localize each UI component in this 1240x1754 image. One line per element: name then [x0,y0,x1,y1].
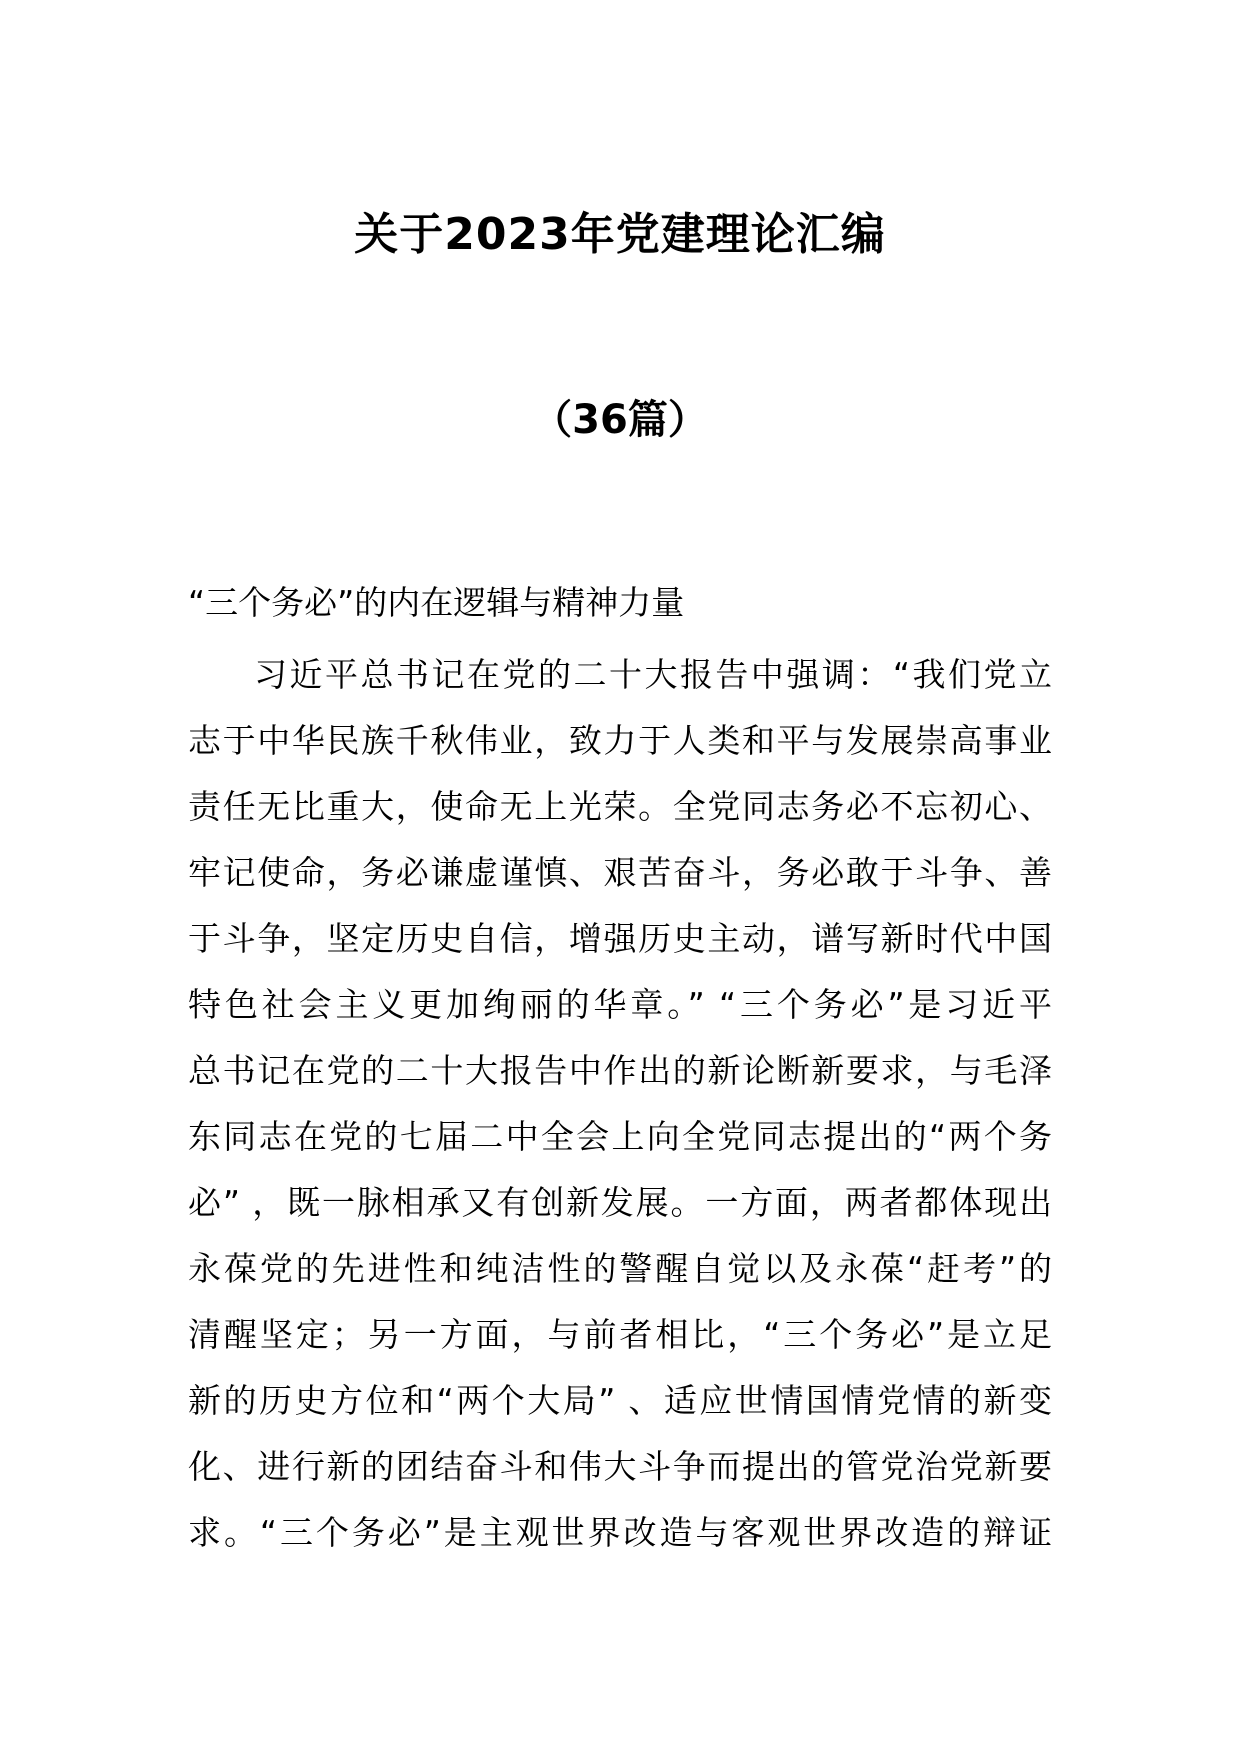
body-line: 求。“三个务必”是主观世界改造与客观世界改造的辩证 [188,1513,1052,1552]
body-line: 化、进行新的团结奋斗和伟大斗争而提出的管党治党新要 [188,1447,1052,1486]
body-line: 特色社会主义更加绚丽的华章。” “三个务必”是习近平 [188,985,1052,1024]
body-line: 清醒坚定；另一方面，与前者相比，“三个务必”是立足 [188,1315,1052,1354]
document-title: 关于2023年党建理论汇编 [354,209,886,260]
document-subtitle: （36篇） [532,397,708,443]
body-line: 志于中华民族千秋伟业，致力于人类和平与发展崇高事业 [188,721,1052,760]
body-paragraph [188,642,1052,1566]
body-line: 习近平总书记在党的二十大报告中强调：“我们党立 [254,655,1052,694]
body-line: 总书记在党的二十大报告中作出的新论断新要求，与毛泽 [188,1051,1052,1090]
body-line: 牢记使命，务必谦虚谨慎、艰苦奋斗，务必敢于斗争、善 [188,853,1052,892]
body-line: 永葆党的先进性和纯洁性的警醒自觉以及永葆“赶考”的 [188,1249,1052,1288]
body-line: 于斗争，坚定历史自信，增强历史主动，谱写新时代中国 [188,919,1052,958]
body-line: 必” ，既一脉相承又有创新发展。一方面，两者都体现出 [188,1183,1052,1222]
body-line: 东同志在党的七届二中全会上向全党同志提出的“两个务 [188,1117,1052,1156]
body-line: 新的历史方位和“两个大局” 、适应世情国情党情的新变 [188,1381,1052,1420]
section-heading: “三个务必”的内在逻辑与精神力量 [188,583,685,622]
body-line: 责任无比重大，使命无上光荣。全党同志务必不忘初心、 [188,787,1052,826]
